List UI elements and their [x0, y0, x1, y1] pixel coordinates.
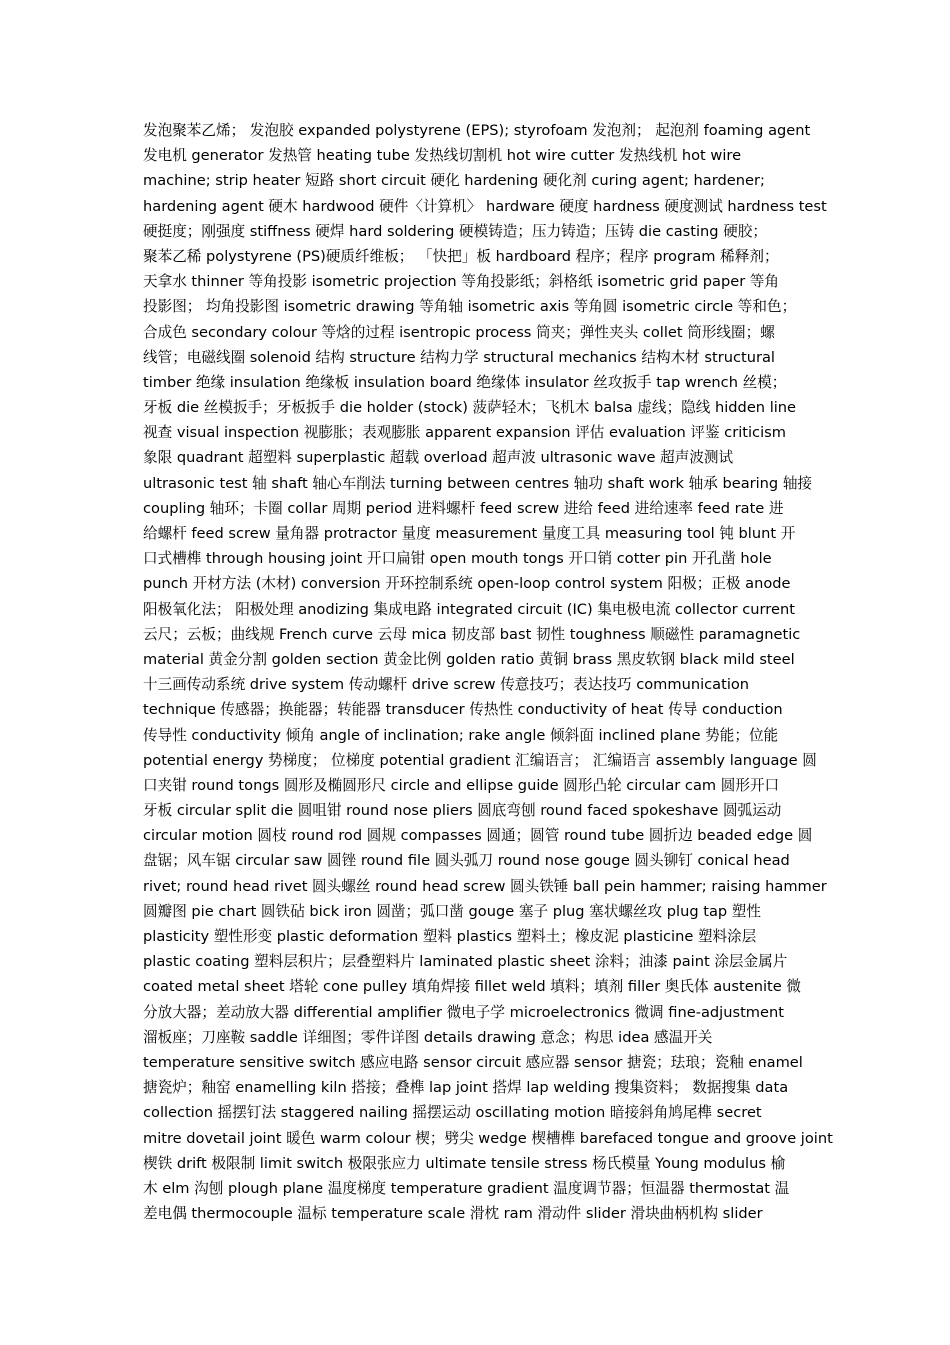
- text-line: 溜板座；刀座鞍 saddle 详细图；零件详图 details drawing 意念；构思 idea 感温开关: [143, 1028, 713, 1046]
- text-line: 合成色 secondary colour 等焓的过程 isentropic process 筒夹；弹性夹头 collet 筒形线圈；螺: [143, 323, 775, 341]
- text-line: plasticity 塑性形变 plastic deformation 塑料 plastics 塑料土；橡皮泥 plasticine 塑料涂层: [143, 928, 757, 945]
- text-line: 口夹钳 round tongs 圆形及椭圆形尺 circle and ellipse guide 圆形凸轮 circular cam 圆形开口: [143, 776, 780, 794]
- text-line: 投影图； 均角投影图 isometric drawing 等角轴 isometric axis 等角圆 isometric circle 等和色；: [143, 298, 797, 316]
- text-line: coupling 轴环；卡圈 collar 周期 period 进料螺杆 feed screw 进给 feed 进给速率 feed rate 进: [143, 499, 784, 517]
- text-line: circular motion 圆枝 round rod 圆规 compasses 圆通；圆管 round tube 圆折边 beaded edge 圆: [143, 827, 813, 845]
- text-line: ultrasonic test 轴 shaft 轴心车削法 turning between centres 轴功 shaft work 轴承 bearing 轴接: [143, 474, 813, 492]
- text-line: 牙板 die 丝模扳手；牙板扳手 die holder (stock) 菠萨轻木；飞机木 balsa 虚线；隐线 hidden line: [143, 399, 797, 417]
- text-line: 发电机 generator 发热管 heating tube 发热线切割机 hot wire cutter 发热线机 hot wire: [143, 147, 742, 165]
- text-line: machine; strip heater 短路 short circuit 硬化 hardening 硬化剂 curing agent; hardener;: [143, 172, 765, 190]
- text-line: 给螺杆 feed screw 量角器 protractor 量度 measurement 量度工具 measuring tool 钝 blunt 开: [143, 525, 796, 542]
- text-line: technique 传感器；换能器；转能器 transducer 传热性 conductivity of heat 传导 conduction: [143, 701, 783, 719]
- text-line: 天拿水 thinner 等角投影 isometric projection 等角投影纸；斜格纸 isometric grid paper 等角: [143, 273, 780, 291]
- text-line: 木 elm 沟刨 plough plane 温度梯度 temperature gradient 温度调节器；恒温器 thermostat 温: [143, 1179, 790, 1197]
- text-line: hardening agent 硬木 hardwood 硬件〈计算机〉 hardware 硬度 hardness 硬度测试 hardness test: [143, 197, 827, 215]
- text-line: 盘锯；风车锯 circular saw 圆锉 round file 圆头弧刀 round nose gouge 圆头铆钉 conical head: [143, 852, 790, 870]
- text-line: temperature sensitive switch 感应电路 sensor circuit 感应器 sensor 搪瓷；珐琅；瓷釉 enamel: [143, 1053, 803, 1071]
- text-line: 线管；电磁线圈 solenoid 结构 structure 结构力学 structural mechanics 结构木材 structural: [143, 348, 775, 366]
- text-line: 牙板 circular split die 圆咀钳 round nose pliers 圆底弯刨 round faced spokeshave 圆弧运动: [143, 802, 782, 820]
- text-line: 发泡聚苯乙烯； 发泡胶 expanded polystyrene (EPS); styrofoam 发泡剂； 起泡剂 foaming agent: [143, 122, 811, 139]
- glossary-text: [143, 118, 873, 1226]
- text-line: punch 开材方法 (木材) conversion 开环控制系统 open-loop control system 阳极；正极 anode: [143, 575, 791, 593]
- text-line: material 黄金分割 golden section 黄金比例 golden ratio 黄铜 brass 黑皮软钢 black mild steel: [143, 650, 795, 668]
- text-line: 云尺；云板；曲线规 French curve 云母 mica 韧皮部 bast 韧性 toughness 顺磁性 paramagnetic: [143, 625, 801, 643]
- text-line: 十三画传动系统 drive system 传动螺杆 drive screw 传意技巧；表达技巧 communication: [143, 676, 750, 694]
- text-line: 视查 visual inspection 视膨胀；表观膨胀 apparent expansion 评估 evaluation 评鉴 criticism: [143, 424, 786, 442]
- text-line: 聚苯乙稀 polystyrene (PS)硬质纤维板； 「快把」板 hardboard 程序；程序 program 稀释剂；: [143, 247, 779, 265]
- text-line: 差电偶 thermocouple 温标 temperature scale 滑枕 ram 滑动件 slider 滑块曲柄机构 slider: [143, 1205, 763, 1223]
- text-line: 硬挺度；刚强度 stiffness 硬焊 hard soldering 硬模铸造；压力铸造；压铸 die casting 硬胶；: [143, 222, 767, 240]
- text-line: 楔铁 drift 极限制 limit switch 极限张应力 ultimate tensile stress 杨氏模量 Young modulus 榆: [143, 1154, 786, 1172]
- text-line: 象限 quadrant 超塑料 superplastic 超载 overload 超声波 ultrasonic wave 超声波测试: [143, 449, 734, 467]
- text-line: coated metal sheet 塔轮 cone pulley 填角焊接 fillet weld 填料；填剂 filler 奥氏体 austenite 微: [143, 978, 801, 996]
- text-line: mitre dovetail joint 暖色 warm colour 楔；劈尖 wedge 楔槽榫 barefaced tongue and groove joint: [143, 1129, 833, 1147]
- text-line: timber 绝缘 insulation 绝缘板 insulation board 绝缘体 insulator 丝攻扳手 tap wrench 丝模；: [143, 373, 787, 391]
- text-line: 圆瓣图 pie chart 圆铁砧 bick iron 圆凿；弧口凿 gouge 塞子 plug 塞状螺丝攻 plug tap 塑性: [143, 902, 761, 920]
- text-line: 分放大器；差动放大器 differential amplifier 微电子学 microelectronics 微调 fine-adjustment: [143, 1003, 784, 1021]
- text-line: 传导性 conductivity 倾角 angle of inclination; rake angle 倾斜面 inclined plane 势能；位能: [143, 726, 779, 744]
- text-line: 搪瓷炉；釉窑 enamelling kiln 搭接；叠榫 lap joint 搭焊 lap welding 搜集资料； 数据搜集 data: [143, 1079, 789, 1097]
- text-line: plastic coating 塑料层积片；层叠塑料片 laminated plastic sheet 涂料；油漆 paint 涂层金属片: [143, 953, 788, 971]
- text-line: potential energy 势梯度； 位梯度 potential gradient 汇编语言； 汇编语言 assembly language 圆: [143, 751, 817, 769]
- text-line: 阳极氧化法； 阳极处理 anodizing 集成电路 integrated circuit (IC) 集电极电流 collector current: [143, 600, 795, 618]
- text-line: rivet; round head rivet 圆头螺丝 round head screw 圆头铁锤 ball pein hammer; raising hammer: [143, 877, 827, 895]
- text-line: collection 摇摆钉法 staggered nailing 摇摆运动 oscillating motion 暗接斜角鸠尾榫 secret: [143, 1104, 762, 1122]
- text-line: 口式槽榫 through housing joint 开口扁钳 open mouth tongs 开口销 cotter pin 开孔凿 hole: [143, 550, 772, 568]
